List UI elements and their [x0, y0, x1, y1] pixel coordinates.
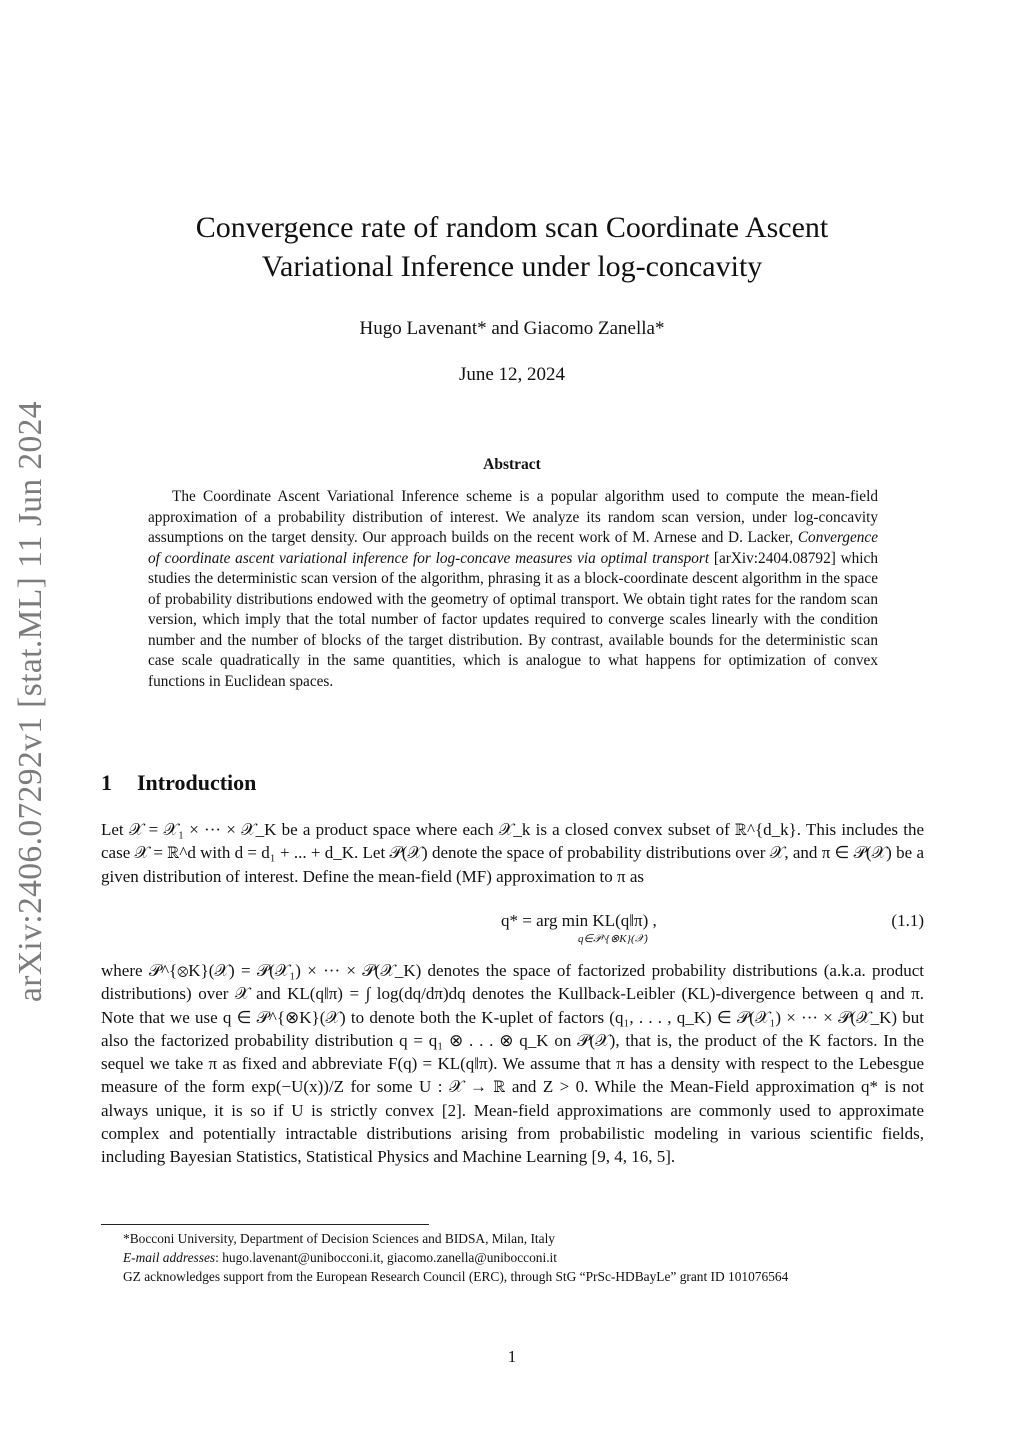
page-number: 1: [507, 1347, 517, 1366]
footnote-affiliation: *Bocconi University, Department of Decision Sciences and BIDSA, Milan, Italy: [123, 1231, 555, 1246]
section-number: 1: [101, 770, 112, 795]
title-line-1: Convergence rate of random scan Coordinate Ascent: [195, 211, 829, 244]
footnote-funding: GZ acknowledges support from the European Research Council (ERC), through StG “PrSc-HDBayLe” grant ID 101076564: [123, 1269, 789, 1284]
abstract-heading: Abstract: [483, 456, 541, 473]
title-line-2: Variational Inference under log-concavity: [261, 250, 763, 283]
footnote-divider: [101, 1224, 429, 1225]
arxiv-identifier-stamp: arXiv:2406.07292v1 [stat.ML] 11 Jun 2024: [12, 401, 49, 1002]
abstract-text: [148, 487, 878, 692]
author-list: Hugo Lavenant* and Giacomo Zanella*: [359, 318, 665, 339]
equation-body: q* = arg min KL(q‖π) ,: [501, 911, 657, 930]
publication-date: June 12, 2024: [458, 364, 566, 385]
intro-paragraph-1: Let 𝒳 = 𝒳₁ × ··· × 𝒳_K be a product space where each 𝒳_k is a closed convex subset of ℝ^{d_k}. This includes the case 𝒳 = ℝ^d with d = d₁ + ... + d_K. Let 𝒫(𝒳) denote the space of probability distributions over 𝒳, and π ∈ 𝒫(𝒳) be a given distribution of interest. Define the mean-field (MF) approximation to π as: [101, 820, 924, 886]
abstract-text-part-1: The Coordinate Ascent Variational Inference scheme is a popular algorithm used to compute the mean-field approximation of a probability distribution of interest. We analyze its random scan version, under log-concavity assumptions on the target density. Our approach builds on the recent work of M. Arnese and D. Lacker,: [148, 488, 878, 547]
abstract-cited-title: Convergence of coordinate ascent variational inference for log-concave measures via optimal transport: [148, 529, 878, 567]
abstract-text-part-2: [arXiv:2404.08792] which studies the deterministic scan version of the algorithm, phrasing it as a block-coordinate descent algorithm in the space of probability distributions endowed with the geometry of optimal transport. We obtain tight rates for the random scan version, which imply that the total number of factor updates required to converge scales linearly with the condition number and the number of blocks of the target distribution. By contrast, available bounds for the deterministic scan case scale quadratically in the same quantities, which is analogue to what happens for optimization of convex functions in Euclidean spaces.: [148, 549, 878, 690]
section-title: Introduction: [137, 770, 257, 795]
paper-title: [110, 208, 914, 286]
email-label: E-mail addresses: [123, 1250, 216, 1265]
intro-paragraph-2: where 𝒫^{⊗K}(𝒳) = 𝒫(𝒳₁) × ··· × 𝒫(𝒳_K) denotes the space of factorized probability distributions (a.k.a. product distributions) over 𝒳 and KL(q‖π) = ∫ log(dq/dπ)dq denotes the Kullback-Leibler (KL)-divergence between q and π. Note that we use q ∈ 𝒫^{⊗K}(𝒳) to denote both the K-uplet of factors (q₁, . . . , q_K) ∈ 𝒫(𝒳₁) × ··· × 𝒫(𝒳_K) but also the factorized probability distribution q = q₁ ⊗ . . . ⊗ q_K on 𝒫(𝒳), that is, the product of the K factors. In the sequel we take π as fixed and abbreviate F(q) = KL(q‖π). We assume that π has a density with respect to the Lebesgue measure of the form exp(−U(x))/Z for some U : 𝒳 → ℝ and Z > 0. While the Mean-Field approximation q* is not always unique, it is so if U is strictly convex [2]. Mean-field approximations are commonly used to approximate complex and potentially intractable distributions arising from probabilistic modeling in various scientific fields, including Bayesian Statistics, Statistical Physics and Machine Learning [9, 4, 16, 5].: [101, 961, 924, 1167]
email-addresses: : hugo.lavenant@unibocconi.it, giacomo.zanella@unibocconi.it: [215, 1250, 557, 1265]
footnote-emails: [101, 1249, 924, 1268]
section-heading-introduction: [101, 770, 256, 796]
equation-subscript: q∈𝒫^{⊗K}(𝒳): [578, 933, 648, 945]
equation-number: (1.1): [891, 911, 924, 930]
equation-1-1: [101, 905, 924, 949]
